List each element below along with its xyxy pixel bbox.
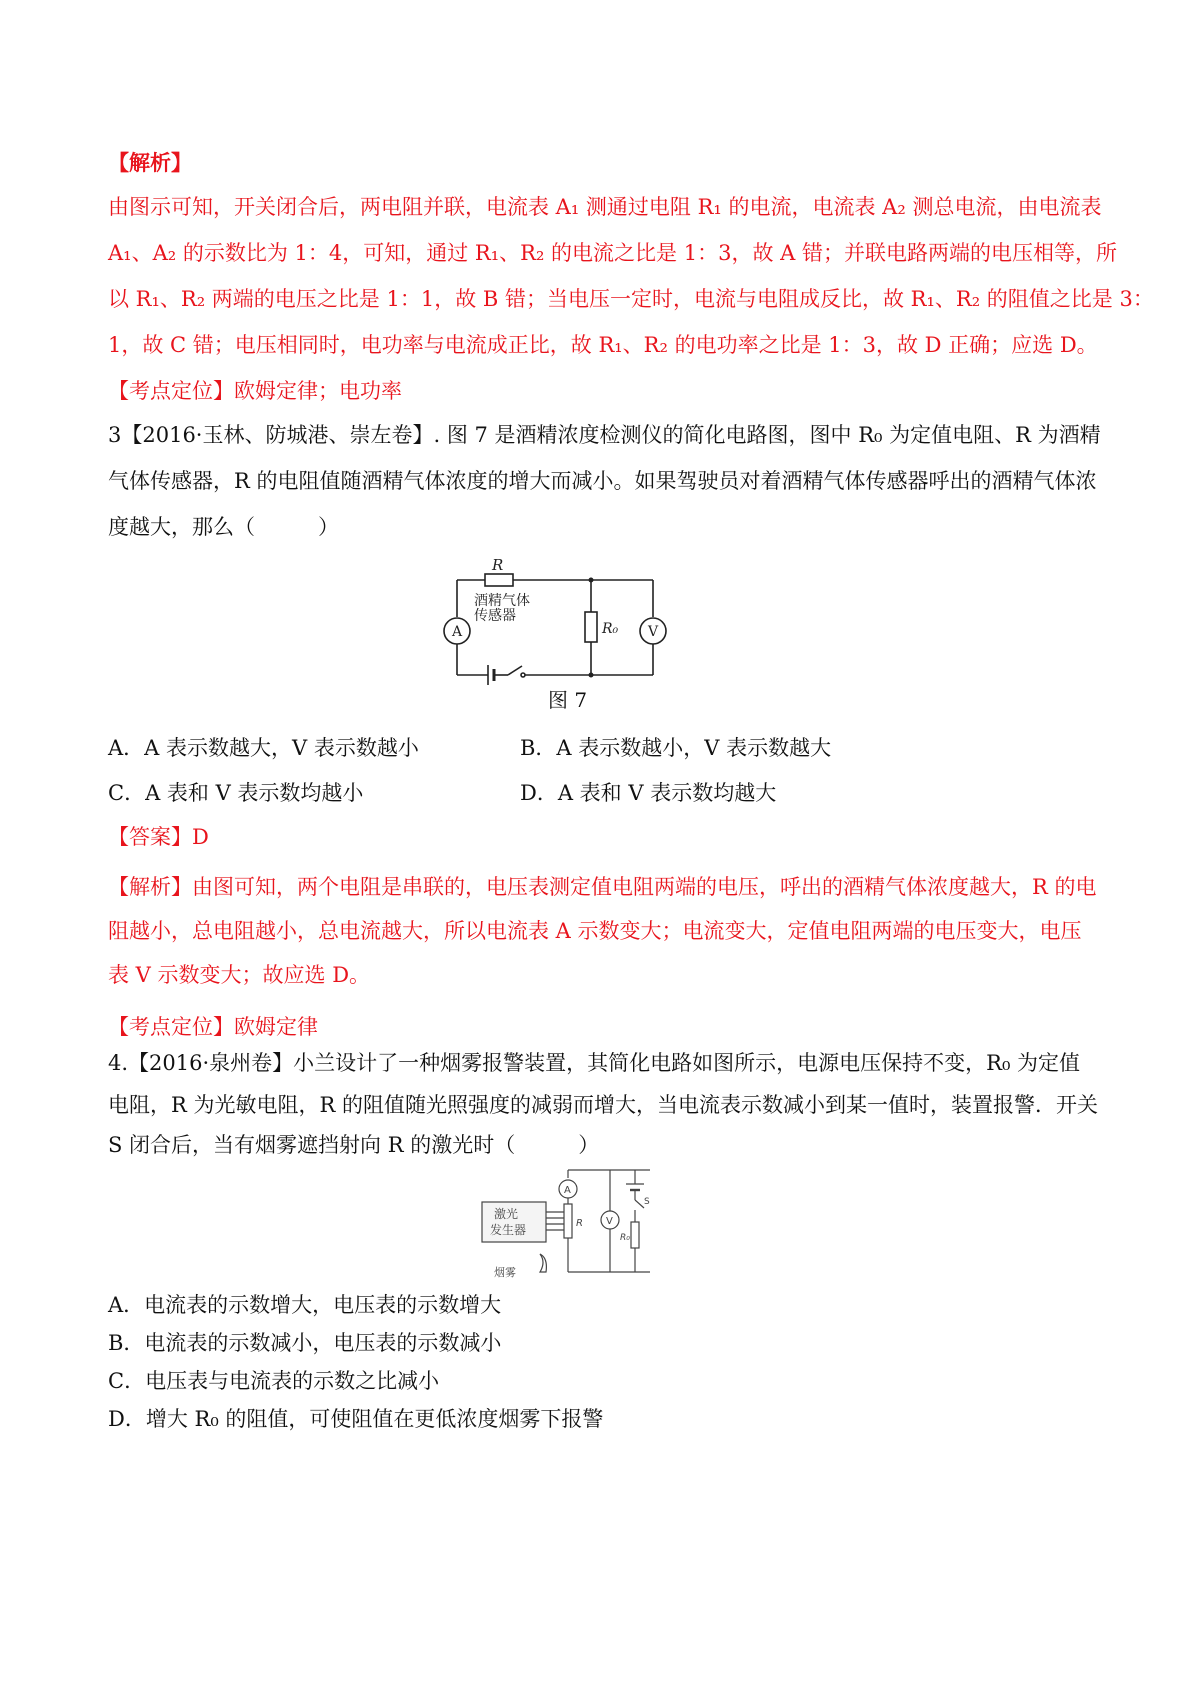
analysis-line: 以 R₁、R₂ 两端的电压之比是 1：1，故 B 错；当电压一定时，电流与电阻成反比，故 R₁、R₂ 的阻值之比是 3：: [108, 287, 1154, 311]
topic-label: 【考点定位】欧姆定律；电功率: [108, 379, 402, 403]
analysis-line: 由图示可知，开关闭合后，两电阻并联，电流表 A₁ 测通过电阻 R₁ 的电流，电流表 A₂ 测总电流，由电流表: [108, 195, 1102, 219]
smoke-label: 烟雾: [494, 1266, 516, 1279]
voltmeter-label: V: [648, 624, 659, 640]
analysis-line: 1，故 C 错；电压相同时，电功率与电流成正比，故 R₁、R₂ 的电功率之比是 1：3，故 D 正确；应选 D。: [108, 333, 1098, 357]
option-d: D．A 表和 V 表示数均越大: [520, 781, 777, 805]
smoke-alarm-circuit: [480, 1160, 660, 1280]
question-4-line: 4.【2016·泉州卷】小兰设计了一种烟雾报警装置，其简化电路如图所示，电源电压保持不变，R₀ 为定值: [108, 1051, 1081, 1075]
analysis-line: A₁、A₂ 的示数比为 1：4，可知，通过 R₁、R₂ 的电流之比是 1：3，故 A 错；并联电路两端的电压相等，所: [108, 241, 1117, 265]
sensor-label: 酒精气体: [474, 593, 530, 609]
question-3-line: 度越大，那么（ ）: [108, 515, 339, 539]
option-d: D．增大 R₀ 的阻值，可使阻值在更低浓度烟雾下报警: [108, 1407, 604, 1431]
analysis-line: 【解析】由图可知，两个电阻是串联的，电压表测定值电阻两端的电压，呼出的酒精气体浓度越大，R 的电: [108, 875, 1097, 899]
laser-label: 激光: [494, 1207, 519, 1221]
voltmeter-label: V: [606, 1216, 613, 1227]
question-3-line: 3【2016·玉林、防城港、崇左卷】. 图 7 是酒精浓度检测仪的简化电路图，图中 R₀ 为定值电阻、R 为酒精: [108, 423, 1101, 447]
question-4-line: S 闭合后，当有烟雾遮挡射向 R 的激光时（ ）: [108, 1133, 600, 1157]
option-b: B．电流表的示数减小，电压表的示数减小: [108, 1331, 502, 1355]
resistor-r-label: R: [576, 1218, 583, 1229]
answer-label: 【答案】D: [108, 825, 209, 849]
resistor-r0-label: R₀: [620, 1233, 630, 1243]
option-b: B．A 表示数越小，V 表示数越大: [520, 736, 832, 760]
option-a: A．A 表示数越大，V 表示数越小: [108, 736, 419, 760]
analysis-heading: 【解析】: [108, 150, 192, 175]
ammeter-label: A: [564, 1185, 571, 1196]
option-c: C．A 表和 V 表示数均越小: [108, 781, 364, 805]
question-4-line: 电阻，R 为光敏电阻，R 的阻值随光照强度的减弱而增大，当电流表示数减小到某一值时，装置报警．开关: [108, 1093, 1098, 1117]
topic-label: 【考点定位】欧姆定律: [108, 1015, 318, 1039]
analysis-line: 阻越小，总电阻越小，总电流越大，所以电流表 A 示数变大；电流变大，定值电阻两端的电压变大，电压: [108, 919, 1082, 943]
figure-caption: 图 7: [548, 688, 588, 712]
question-3-line: 气体传感器，R 的电阻值随酒精气体浓度的增大而减小。如果驾驶员对着酒精气体传感器呼出的酒精气体浓: [108, 469, 1097, 493]
laser-label: 发生器: [490, 1223, 527, 1237]
switch-label: S: [644, 1197, 650, 1207]
option-c: C．电压表与电流表的示数之比减小: [108, 1369, 440, 1393]
ammeter-label: A: [452, 624, 463, 640]
sensor-label: 传感器: [474, 608, 516, 624]
option-a: A．电流表的示数增大，电压表的示数增大: [108, 1293, 502, 1317]
resistor-r-label: R: [492, 556, 504, 574]
resistor-r0-label: R₀: [602, 621, 619, 637]
analysis-line: 表 V 示数变大；故应选 D。: [108, 963, 371, 987]
